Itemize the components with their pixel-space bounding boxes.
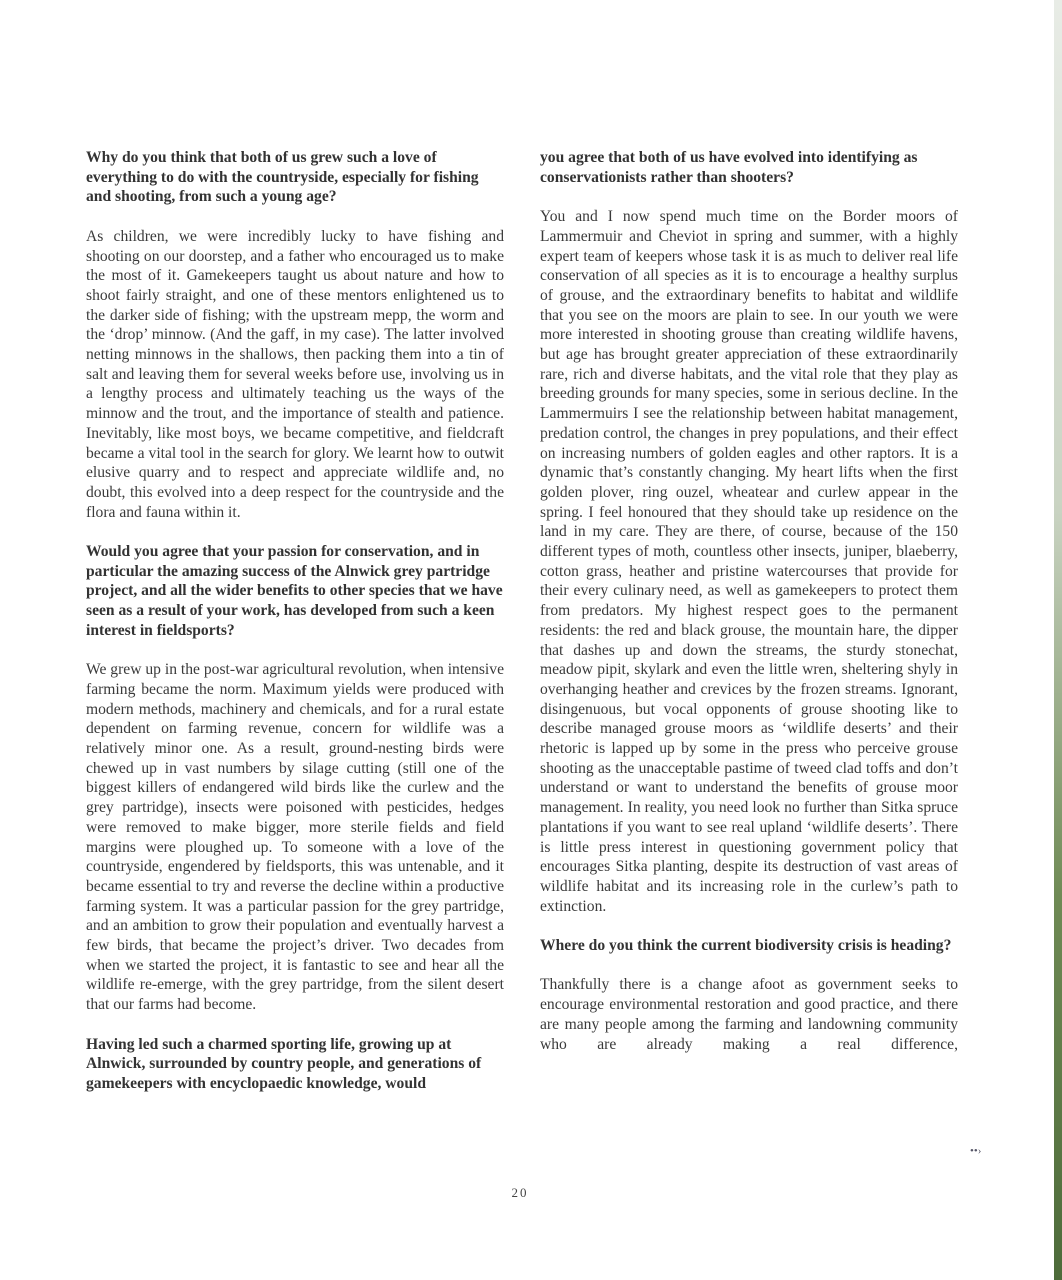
question-3-end: you agree that both of us have evolved into identifying as conservationists rather than shooters? [540, 149, 918, 186]
answer-3: You and I now spend much time on the Border moors of Lammermuir and Cheviot in spring and summer, with a highly expert team of keepers whose task it is as much to deliver real life conservation of all species as it is to encourage a healthy surplus of grouse, and the extraordinary benefits to habitat and wildlife that you see on the moors are plain to see. In our youth we were more interested in shooting grouse than creating wildlife havens, but age has brought greater appreciation of these extraordinarily rare, rich and diverse habitats, and the vital role that they play as breeding grounds for many species, some in serious decline. In the Lammermuirs I see the relationship between habitat management, predation control, the changes in prey populations, and their effect on increasing numbers of golden eagles and other raptors. It is a dynamic that’s constantly changing. My heart lifts when the first golden plover, ring ouzel, wheatear and curlew appear in the spring. I feel honoured that they should take up residence on the land in my care. They are there, of course, because of the 150 different types of moth, countless other insects, juniper, blaeberry, cotton grass, heather and pristine watercourses that provide for their every culinary need, as well as gamekeepers to protect them from predators. My highest respect goes to the permanent residents: the red and black grouse, the mountain hare, the dipper that dashes up and down the streams, the sturdy stonechat, meadow pipit, skylark and even the little wren, sheltering shyly in overhanging heather and crevices by the frozen streams. Ignorant, disingenuous, but vocal opponents of grouse shooting like to describe managed grouse moors as ‘wildlife deserts’ and their rhetoric is lapped up by some in the press who perceive grouse shooting as the unacceptable pastime of tweed clad toffs and don’t understand or want to understand the benefits of grouse moor management. In reality, you need look no further than Sitka spruce plantations if you want to see real upland ‘wildlife deserts’. There is little press interest in questioning government policy that encourages Sitka planting, despite its destruction of vast areas of wildlife habitat and its increasing role in the curlew’s path to extinction. [540, 208, 958, 915]
continue-arrow-icon: ••› [970, 1145, 982, 1157]
page-number: 20 [511, 1185, 529, 1200]
question-3-start: Having led such a charmed sporting life, growing up at Alnwick, surrounded by country people, and generations of gamekeepers with encyclopaedic knowledge, would [86, 1035, 482, 1092]
question-2: Would you agree that your passion for conservation, and in particular the amazing success of the Alnwick grey partridge project, and all the wider benefits to other species that we have seen as a result of your work, has developed from such a keen interest in fieldsports? [86, 543, 503, 639]
question-4: Where do you think the current biodiversity crisis is heading? [540, 937, 952, 955]
left-column [86, 148, 504, 1113]
answer-2: We grew up in the post-war agricultural revolution, when intensive farming became the norm. Maximum yields were produced with modern methods, machinery and chemicals, and for a rural estate dependent on farming revenue, concern for wildlife was a relatively minor one. As a result, ground-nesting birds were chewed up in vast numbers by silage cutting (still one of the biggest killers of endangered wild birds like the curlew and the grey partridge), insects were poisoned with pesticides, hedges were removed to make bigger, more sterile fields and field margins were ploughed up. To someone with a love of the countryside, engendered by fieldsports, this was untenable, and it became essential to try and reverse the decline within a productive farming system. It was a particular passion for the grey partridge, and an ambition to grow their population and eventually harvest a few birds, that became the project’s driver. Two decades from when we started the project, it is fantastic to see and hear all the wildlife re-emerge, with the grey partridge, from the silent desert that our farms had become. [86, 661, 504, 1014]
answer-1: As children, we were incredibly lucky to have fishing and shooting on our doorstep, and a father who encouraged us to make the most of it. Gamekeepers taught us about nature and how to shoot fairly straight, and one of these mentors enlightened us to the darker side of fishing; with the upstream mepp, the worm and the ‘drop’ minnow. (And the gaff, in my case). The latter involved netting minnows in the shallows, then packing them into a tin of salt and leaving them for several weeks before use, involving us in a lengthy process and ultimately teaching us the ways of the minnow and the trout, and the importance of stealth and patience. Inevitably, like most boys, we became competitive, and fieldcraft became a vital tool in the search for glory. We learnt how to outwit elusive quarry and to respect and appreciate wildlife and, no doubt, this evolved into a deep respect for the countryside and the flora and fauna within it. [86, 227, 504, 521]
right-column [540, 148, 958, 1054]
adjacent-page-edge [1054, 0, 1062, 1280]
question-1: Why do you think that both of us grew such a love of everything to do with the countryside, especially for fishing and shooting, from such a young age? [86, 149, 479, 206]
answer-4: Thankfully there is a change afoot as government seeks to encourage environmental restoration and good practice, and there are many people among the farming and landowning community who are already making a real difference, [540, 976, 958, 1053]
